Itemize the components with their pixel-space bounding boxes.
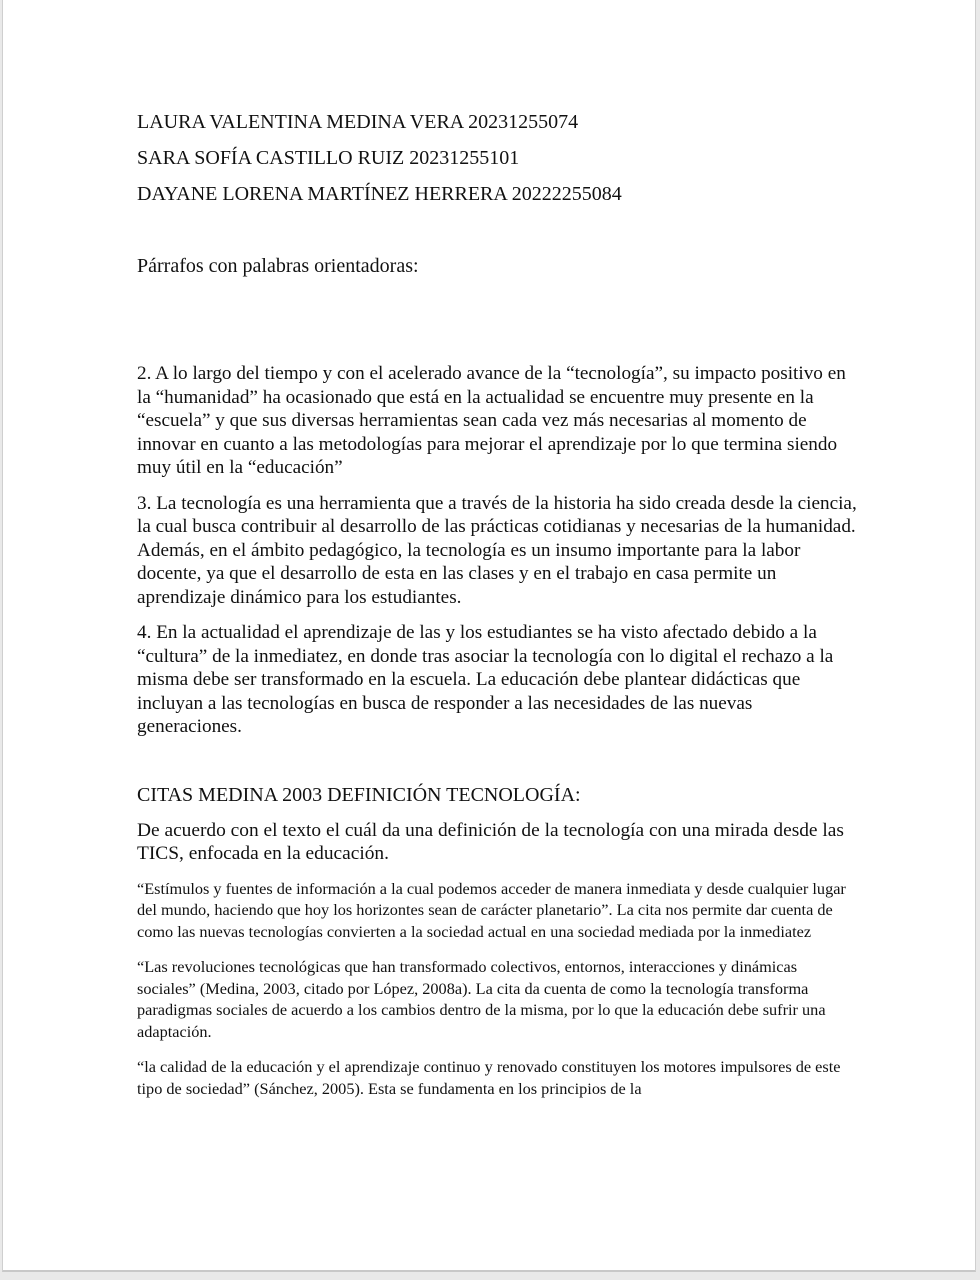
author-line: LAURA VALENTINA MEDINA VERA 20231255074	[137, 111, 579, 133]
paragraph-3: 3. La tecnología es una herramienta que a través de la historia ha sido creada desde la ciencia, la cual busca contribuir al desarrollo de las prácticas cotidianas y necesarias de la humanidad. Además, en el ámbito pedagógico, la tecnología es un insumo importante para la labor docente, ya que el desarrollo de esta en las clases y en el trabajo en casa permite un aprendizaje dinámico para los estudiantes.	[137, 492, 857, 608]
quote-paragraph: “la calidad de la educación y el aprendizaje continuo y renovado constituyen los motores impulsores de este tipo de sociedad” (Sánchez, 2005). Esta se fundamenta en los principios de la	[137, 1057, 841, 1098]
paragraph-2: 2. A lo largo del tiempo y con el acelerado avance de la “tecnología”, su impacto positivo en la “humanidad” ha ocasionado que está en la actualidad se encuentre muy presente en la “escuela” y que sus diversas herramientas sean cada vez más necesarias al momento de innovar en cuanto a las metodologías para mejorar el aprendizaje por lo que termina siendo muy útil en la “educación”	[137, 363, 846, 478]
document-body	[137, 110, 857, 1113]
section-subtitle: Párrafos con palabras orientadoras:	[137, 255, 419, 277]
quote-paragraph: “Las revoluciones tecnológicas que han transformado colectivos, entornos, interacciones y dinámicas sociales” (Medina, 2003, citado por López, 2008a). La cita da cuenta de como la tecnología transforma paradigmas sociales de acuerdo a los cambios dentro de la misma, por lo que la educación debe sufrir una adaptación.	[137, 956, 826, 1042]
citas-heading: CITAS MEDINA 2003 DEFINICIÓN TECNOLOGÍA:	[137, 783, 581, 806]
paragraph-4: 4. En la actualidad el aprendizaje de las y los estudiantes se ha visto afectado debido a la “cultura” de la inmediatez, en donde tras asociar la tecnología con lo digital el rechazo a la misma debe ser transformado en la escuela. La educación debe plantear didácticas que incluyan a las tecnologías en busca de responder a las necesidades de las nuevas generaciones.	[137, 622, 834, 737]
quote-paragraph: “Estímulos y fuentes de información a la cual podemos acceder de manera inmediata y desde cualquier lugar del mundo, haciendo que hoy los horizontes sean de carácter planetario”. La cita nos permite dar cuenta de como las nuevas tecnologías convierten a la sociedad actual en una sociedad mediada por la inmediatez	[137, 878, 846, 942]
document-page	[2, 0, 976, 1272]
author-line: DAYANE LORENA MARTÍNEZ HERRERA 20222255084	[137, 183, 622, 205]
citas-intro: De acuerdo con el texto el cuál da una definición de la tecnología con una mirada desde las TICS, enfocada en la educación.	[137, 819, 844, 864]
author-line: SARA SOFÍA CASTILLO RUIZ 20231255101	[137, 147, 520, 169]
